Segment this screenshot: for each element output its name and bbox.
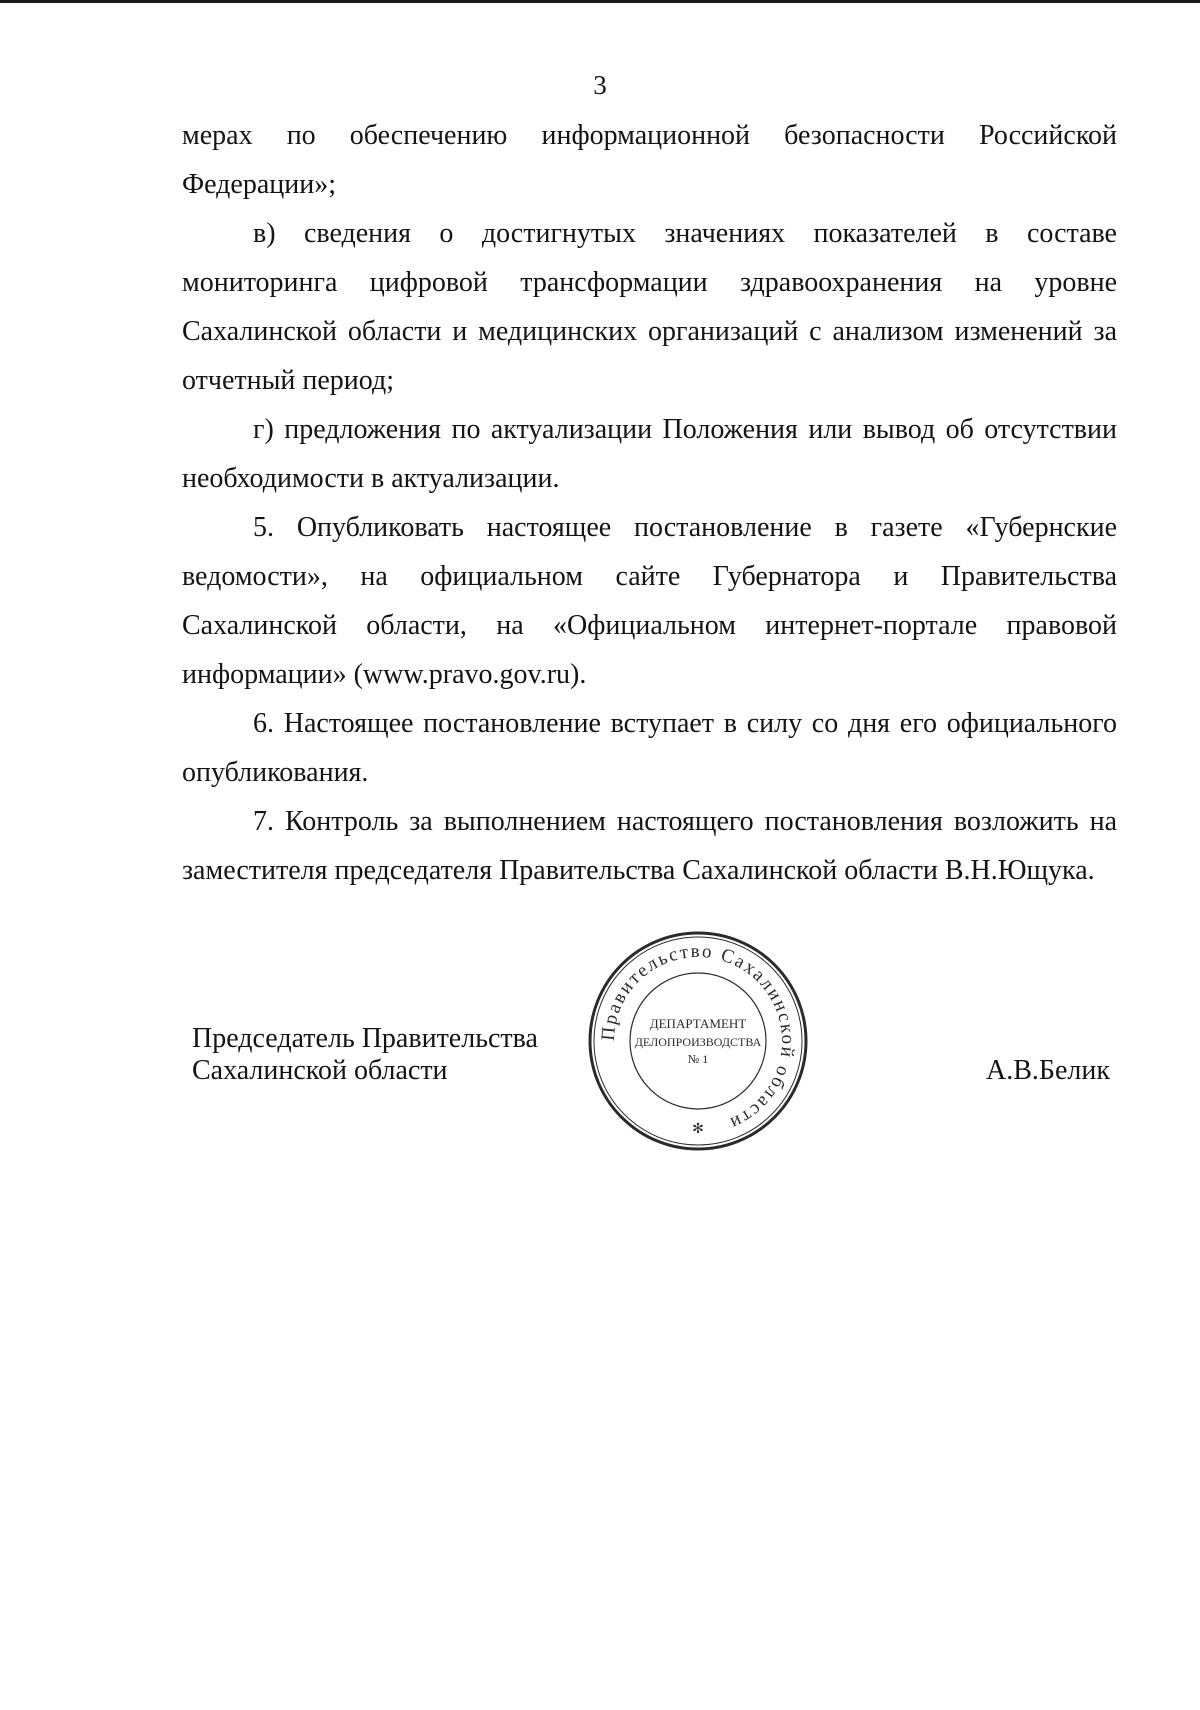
paragraph-item-g: г) предложения по актуализации Положения или вывод об отсутствии необходимости в актуализации.	[182, 414, 1117, 494]
signatory-position	[192, 1023, 538, 1087]
seal-center-line2: ДЕЛОПРОИЗВОДСТВА	[634, 1035, 762, 1049]
paragraph-item-6: 6. Настоящее постановление вступает в силу со дня его официального опубликования.	[182, 708, 1117, 788]
signatory-position-line2: Сахалинской области	[192, 1055, 448, 1086]
document-body	[182, 111, 1117, 895]
seal-center-line1: ДЕПАРТАМЕНТ	[649, 1016, 747, 1031]
paragraph-item-7: 7. Контроль за выполнением настоящего постановления возложить на заместителя председателя Правительства Сахалинской области В.Н.Ющука.	[182, 806, 1117, 886]
seal-center-line3: № 1	[687, 1052, 709, 1066]
seal-ring-text: Правительство Сахалинской области	[597, 940, 799, 1135]
seal-star-icon: ✻	[692, 1121, 704, 1137]
paragraph-item-5: 5. Опубликовать настоящее постановление в газете «Губернские ведомости», на официальном сайте Губернатора и Правительства Сахалинской области, на «Официальном интернет-портале правовой информации» (www.pravo.gov.ru).	[182, 512, 1117, 690]
page-number: 3	[593, 70, 607, 100]
signatory-name: А.В.Белик	[986, 1055, 1110, 1086]
signatory-position-line1: Председатель Правительства	[192, 1023, 538, 1054]
paragraph-item-v: в) сведения о достигнутых значениях показателей в составе мониторинга цифровой трансформации здравоохранения на уровне Сахалинской области и медицинских организаций с анализом изменений за отчетный период;	[182, 218, 1117, 396]
official-seal	[587, 930, 809, 1152]
paragraph-continuation: мерах по обеспечению информационной безопасности Российской Федерации»;	[182, 120, 1117, 200]
scan-edge-line	[0, 0, 1200, 3]
